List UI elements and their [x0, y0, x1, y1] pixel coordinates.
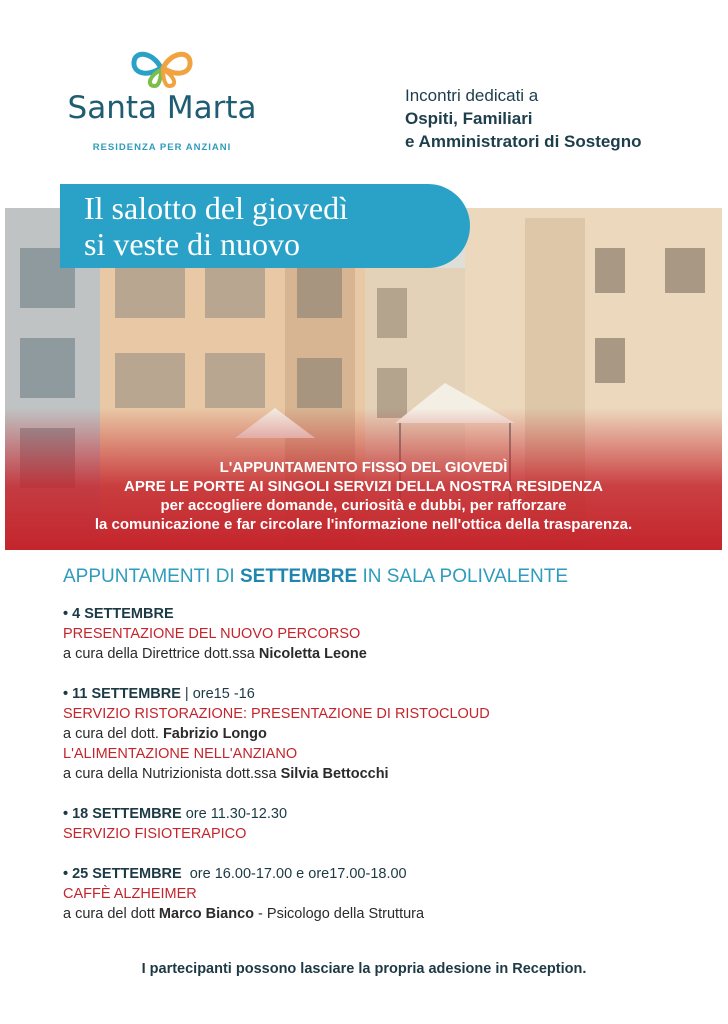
heading-suffix: IN SALA POLIVALENTE	[357, 566, 569, 587]
speaker-title: - Psicologo della Struttura	[254, 906, 425, 922]
event-item	[63, 604, 683, 664]
event-speaker-2	[63, 764, 683, 784]
speaker-name: Marco Bianco	[158, 906, 255, 922]
event-time: ore 16.00-17.00 e ore17.00-18.00	[181, 866, 407, 882]
event-item	[63, 864, 683, 924]
hero-text-line-4: la comunicazione e far circolare l'informazione nell'ottica della trasparenza.	[94, 516, 633, 533]
butterfly-logo-icon	[131, 48, 193, 88]
section-heading	[63, 566, 568, 588]
intro-line-2: Ospiti, Familiari	[405, 109, 533, 128]
intro-line-1: Incontri dedicati a	[405, 86, 539, 105]
speaker-role: a cura del dott	[63, 906, 159, 922]
event-speaker	[63, 904, 683, 924]
speaker-role: a cura del dott.	[63, 726, 163, 742]
event-topic: SERVIZIO RISTORAZIONE: PRESENTAZIONE DI RISTOCLOUD	[63, 706, 490, 722]
event-date: • 11 SETTEMBRE	[63, 686, 181, 702]
speaker-role: a cura della Nutrizionista dott.ssa	[63, 766, 281, 782]
events-list	[63, 604, 683, 944]
speaker-name: Silvia Bettocchi	[280, 766, 389, 782]
heading-month: SETTEMBRE	[240, 566, 358, 587]
hero-description	[5, 458, 722, 534]
speaker-role: a cura della Direttrice dott.ssa	[63, 646, 259, 662]
event-date: • 18 SETTEMBRE	[63, 806, 182, 822]
event-date: • 25 SETTEMBRE	[63, 866, 182, 882]
intro-line-3: e Amministratori di Sostegno	[405, 132, 642, 151]
title-line-1: Il salotto del giovedì	[84, 190, 348, 226]
logo	[56, 48, 268, 160]
hero-text-line-2: APRE LE PORTE AI SINGOLI SERVIZI DELLA NOSTRA RESIDENZA	[124, 478, 603, 495]
brand-subtitle: RESIDENZA PER ANZIANI	[92, 142, 232, 153]
event-speaker	[63, 724, 683, 744]
speaker-name: Nicoletta Leone	[258, 646, 367, 662]
hero-text-line-1: L'APPUNTAMENTO FISSO DEL GIOVEDÌ	[219, 459, 508, 476]
event-topic: CAFFÈ ALZHEIMER	[63, 886, 197, 902]
event-item	[63, 684, 683, 784]
event-speaker	[63, 644, 683, 664]
event-time: ore 11.30-12.30	[181, 806, 288, 822]
event-topic: SERVIZIO FISIOTERAPICO	[63, 826, 247, 842]
title-line-2: si veste di nuovo	[84, 226, 300, 262]
hero-text-line-3: per accogliere domande, curiosità e dubbi, per rafforzare	[160, 497, 567, 514]
event-item	[63, 804, 683, 844]
heading-prefix: APPUNTAMENTI DI	[63, 566, 240, 587]
title-banner	[60, 184, 470, 268]
event-topic-2: L'ALIMENTAZIONE NELL'ANZIANO	[63, 746, 298, 762]
intro-block	[405, 84, 641, 153]
brand-name: Santa Marta	[67, 90, 257, 126]
footer-note: I partecipanti possono lasciare la propria adesione in Reception.	[141, 961, 587, 977]
event-topic: PRESENTAZIONE DEL NUOVO PERCORSO	[63, 626, 361, 642]
event-date: • 4 SETTEMBRE	[63, 606, 174, 622]
event-time: | ore15 -16	[180, 686, 255, 702]
speaker-name: Fabrizio Longo	[162, 726, 267, 742]
